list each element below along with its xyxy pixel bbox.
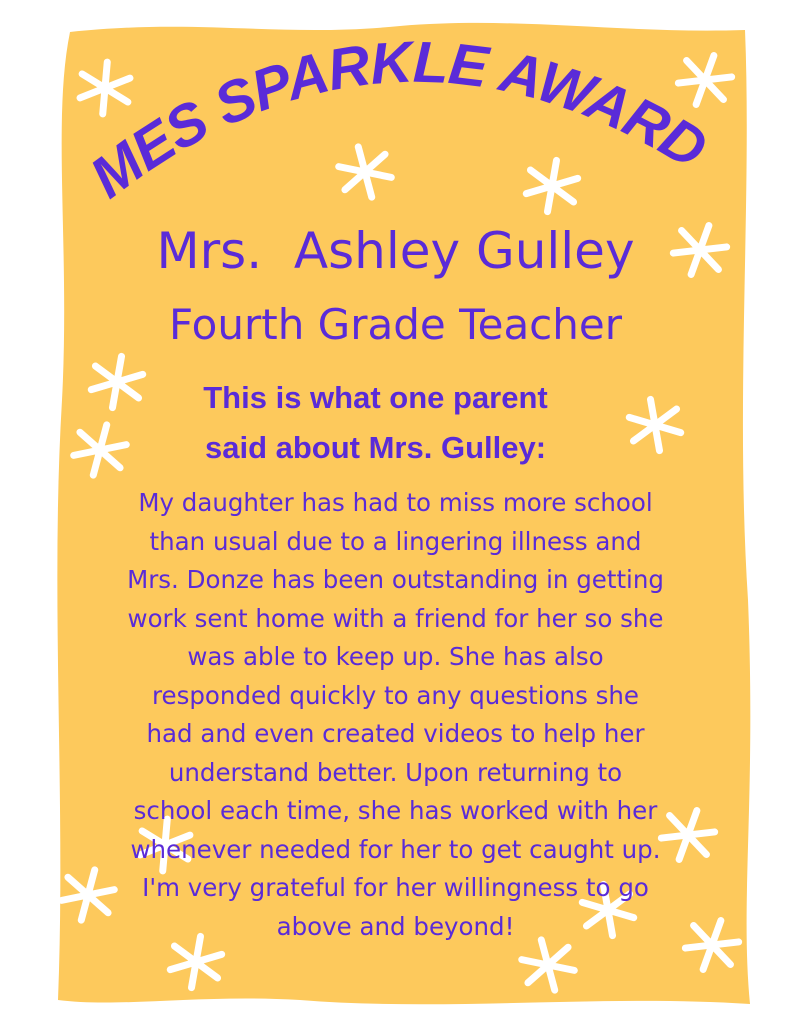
intro-line-2: said about Mrs. Gulley: — [204, 430, 547, 465]
recipient-name: Mrs. Ashley Gulley — [156, 222, 635, 280]
quote-line: was able to keep up. She has also — [187, 642, 604, 671]
intro-line-1: This is what one parent — [203, 380, 548, 415]
quote-line: than usual due to a lingering illness and — [149, 526, 642, 556]
recipient-role: Fourth Grade Teacher — [169, 300, 622, 349]
quote-line: responded quickly to any questions she — [151, 680, 640, 710]
quote-line: school each time, she has worked with her — [133, 796, 658, 825]
quote-line: I'm very grateful for her willingness to go — [142, 873, 649, 902]
quote-line: Mrs. Donze has been outstanding in getting — [127, 565, 664, 594]
parent-quote — [0, 484, 791, 946]
quote-line: work sent home with a friend for her so she — [127, 603, 664, 633]
award-title: MES SPARKLE AWARD — [78, 29, 718, 211]
quote-line: understand better. Upon returning to — [168, 757, 623, 787]
quote-line: above and beyond! — [276, 911, 515, 941]
quote-line: My daughter has had to miss more school — [138, 488, 653, 517]
quote-line: whenever needed for her to get caught up. — [130, 834, 661, 864]
quote-line: had and even created videos to help her — [146, 719, 645, 748]
